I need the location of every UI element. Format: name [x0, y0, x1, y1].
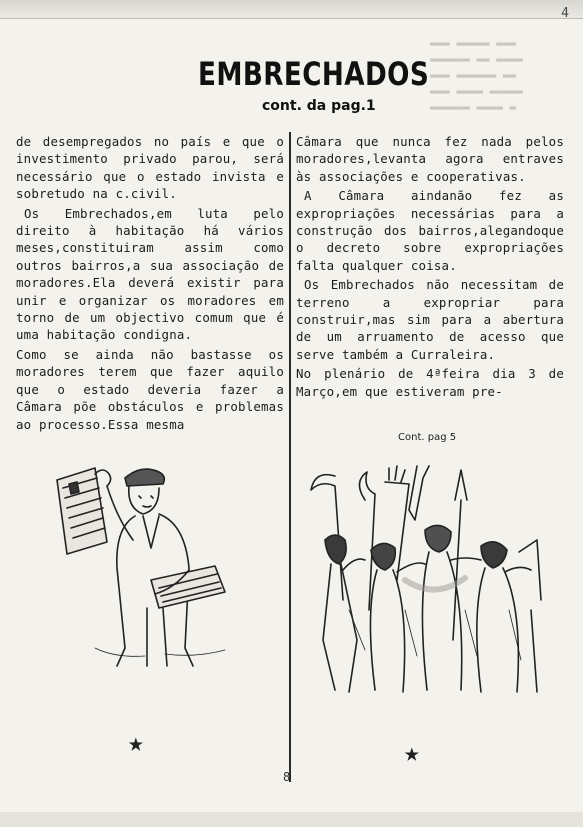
- star-icon: ★: [128, 728, 144, 758]
- newspaper-seller-illustration: [55, 458, 235, 668]
- right-paragraph-1: Câmara que nunca fez nada pelos moradores,levanta agora entraves às associações e cooperativas.: [296, 134, 564, 184]
- left-paragraph-2: Os Embrechados,em luta pelo direito à habitação há vários meses,constituiram assim como outros bairros,a sua associação de moradores.Ela deverá existir para unir e organizar os moradores em torno de um objectivo comum que é uma habitação condigna.: [16, 205, 284, 343]
- right-paragraph-2: A Câmara aindanão fez as expropriações necessárias para a construção dos bairros,alegandoque o decreto sobre expropriações falta qualquer coisa.: [296, 188, 564, 273]
- continuation-note: Cont. pag 5: [398, 432, 457, 443]
- workers-march-illustration: [305, 460, 545, 700]
- scan-top-strip: [0, 0, 583, 19]
- left-paragraph-3: Como se ainda não bastasse os moradores terem que fazer aquilo que o estado deveria fazer a Câmara põe obstáculos e problemas ao processo.Essa mesma: [16, 346, 284, 432]
- article-subtitle: cont. da pag.1: [262, 98, 376, 114]
- right-paragraph-3: Os Embrechados não necessitam de terreno a expropriar para construir,mas sim para a abertura de um arruamento de acesso que serve também a Curraleira.: [296, 277, 564, 362]
- left-paragraph-1: de desempregados no país e que o investimento privado parou, será necessário que o estado invista e sobretudo na c.civil.: [16, 134, 284, 202]
- left-column: [16, 133, 284, 435]
- corner-mark: 4: [561, 6, 569, 21]
- scan-bottom-shade: [0, 812, 583, 827]
- column-divider: [289, 132, 291, 782]
- article-title: EMBRECHADOS: [198, 55, 430, 93]
- page-number: 8: [283, 770, 291, 784]
- bleed-through-text: ▬▬▬ ▬▬▬▬▬ ▬▬▬ ▬▬▬▬▬▬ ▬▬ ▬▬▬▬ ▬▬▬ ▬▬▬▬▬▬ ▬▬ ▬▬▬ ▬▬▬▬ ▬▬▬▬▬ ▬▬▬▬▬▬ ▬▬▬▬ ▬: [430, 37, 523, 114]
- right-column: [296, 133, 564, 402]
- star-icon: ★: [404, 738, 420, 768]
- right-paragraph-4: No plenário de 4ªfeira dia 3 de Março,em que estiveram pre-: [296, 366, 564, 399]
